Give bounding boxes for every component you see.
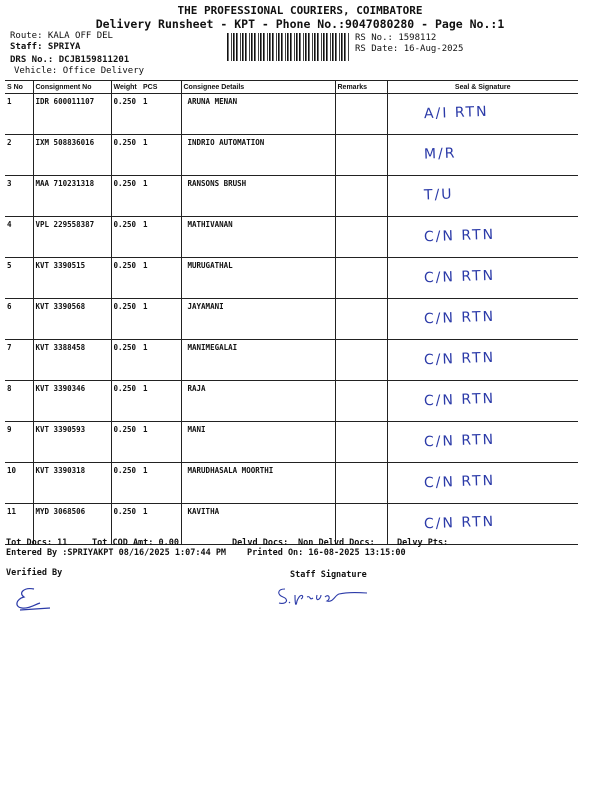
handwritten-status: C/N RTN xyxy=(423,226,495,246)
table-row xyxy=(5,340,578,381)
barcode-bar xyxy=(344,33,346,61)
row-pcs: 1 xyxy=(141,340,181,381)
col-signature: Seal & Signature xyxy=(387,81,578,94)
total-cod-amount: Tot COD Amt: 0.00 xyxy=(92,538,179,548)
row-weight: 0.250 xyxy=(111,340,141,381)
row-consignee: MATHIVANAN xyxy=(181,217,335,258)
row-consignee: RANSONS BRUSH xyxy=(181,176,335,217)
barcode-bar xyxy=(263,33,265,61)
row-weight: 0.250 xyxy=(111,422,141,463)
runsheet-table xyxy=(5,80,578,545)
row-remarks xyxy=(335,381,387,422)
row-pcs: 1 xyxy=(141,422,181,463)
row-remarks xyxy=(335,258,387,299)
row-signature xyxy=(387,258,578,299)
table-row xyxy=(5,422,578,463)
row-consignment: MYD 3068506 xyxy=(33,504,111,545)
drs-number: DRS No.: DCJB159811201 xyxy=(10,55,130,65)
row-consignee: INDRIO AUTOMATION xyxy=(181,135,335,176)
row-sno: 5 xyxy=(5,258,33,299)
total-docs: Tot Docs: 11 xyxy=(6,538,68,548)
rs-number: RS No.: 1598112 xyxy=(355,33,437,43)
barcode-bar xyxy=(303,33,304,61)
barcode-bar xyxy=(258,33,259,61)
row-consignee: MANI xyxy=(181,422,335,463)
row-consignment: KVT 3390593 xyxy=(33,422,111,463)
col-sno: S No xyxy=(5,81,33,94)
runsheet-subtitle: Delivery Runsheet - KPT - Phone No.:9047080280 - Page No.:1 xyxy=(95,17,505,31)
non-delivered-docs: Non Delvd Docs: xyxy=(298,538,375,548)
row-sno: 10 xyxy=(5,463,33,504)
table-row xyxy=(5,258,578,299)
row-consignee: KAVITHA xyxy=(181,504,335,545)
barcode-bar xyxy=(348,33,349,61)
barcode-bar xyxy=(227,33,229,61)
entered-by: Entered By :SPRIYAKPT 08/16/2025 1:07:44 PM xyxy=(6,548,227,558)
table-header-row xyxy=(5,81,578,94)
row-remarks xyxy=(335,217,387,258)
table-row xyxy=(5,217,578,258)
col-consignment: Consignment No xyxy=(33,81,111,94)
barcode-bar xyxy=(339,33,340,61)
col-consignee: Consignee Details xyxy=(181,81,335,94)
row-signature xyxy=(387,135,578,176)
row-pcs: 1 xyxy=(141,463,181,504)
row-sno: 1 xyxy=(5,94,33,135)
barcode-bar xyxy=(317,33,319,61)
barcode-bar xyxy=(240,33,241,61)
row-signature xyxy=(387,463,578,504)
barcode-bar xyxy=(308,33,310,61)
row-signature xyxy=(387,217,578,258)
row-pcs: 1 xyxy=(141,504,181,545)
company-title: THE PROFESSIONAL COURIERS, COIMBATORE xyxy=(177,4,423,17)
handwritten-status: A/I RTN xyxy=(423,103,489,123)
col-remarks: Remarks xyxy=(335,81,387,94)
barcode-bar xyxy=(278,33,280,61)
handwritten-status: C/N RTN xyxy=(423,513,495,533)
row-consignee: MANIMEGALAI xyxy=(181,340,335,381)
handwritten-status: C/N RTN xyxy=(423,308,495,328)
barcode-bar xyxy=(236,33,238,61)
barcode-bar xyxy=(254,33,256,61)
handwritten-status: C/N RTN xyxy=(423,349,495,369)
row-consignment: KVT 3390568 xyxy=(33,299,111,340)
staff-signature-label: Staff Signature xyxy=(290,570,367,580)
barcode-bar xyxy=(281,33,283,61)
handwritten-status: M/R xyxy=(423,145,457,163)
row-pcs: 1 xyxy=(141,217,181,258)
barcode-bar xyxy=(269,33,271,61)
row-pcs: 1 xyxy=(141,135,181,176)
row-weight: 0.250 xyxy=(111,381,141,422)
col-weight: Weight xyxy=(111,81,141,94)
vehicle-label: Vehicle: Office Delivery xyxy=(14,66,145,76)
row-remarks xyxy=(335,422,387,463)
delivered-docs: Delvd Docs: xyxy=(232,538,289,548)
row-consignee: MURUGATHAL xyxy=(181,258,335,299)
handwritten-status: C/N RTN xyxy=(423,472,495,492)
row-remarks xyxy=(335,94,387,135)
row-weight: 0.250 xyxy=(111,217,141,258)
table-row xyxy=(5,381,578,422)
barcode-bar xyxy=(290,33,292,61)
row-weight: 0.250 xyxy=(111,176,141,217)
barcode-bar xyxy=(330,33,331,61)
row-remarks xyxy=(335,299,387,340)
row-sno: 7 xyxy=(5,340,33,381)
row-signature xyxy=(387,94,578,135)
handwritten-status: T/U xyxy=(423,186,454,204)
row-consignee: MARUDHASALA MOORTHI xyxy=(181,463,335,504)
verifier-signature-image xyxy=(12,585,52,613)
col-pcs: PCS xyxy=(141,81,181,94)
barcode-bar xyxy=(326,33,328,61)
row-weight: 0.250 xyxy=(111,299,141,340)
handwritten-status: C/N RTN xyxy=(423,390,495,410)
row-consignee: ARUNA MENAN xyxy=(181,94,335,135)
row-sno: 3 xyxy=(5,176,33,217)
table-row xyxy=(5,176,578,217)
row-sno: 11 xyxy=(5,504,33,545)
table-row xyxy=(5,135,578,176)
row-consignment: VPL 229558387 xyxy=(33,217,111,258)
route-label: Route: KALA OFF DEL xyxy=(10,31,113,41)
row-sno: 6 xyxy=(5,299,33,340)
barcode-bar xyxy=(276,33,277,61)
verified-by-label: Verified By xyxy=(6,568,63,578)
barcode-bar xyxy=(299,33,301,61)
row-consignment: IXM 508836016 xyxy=(33,135,111,176)
row-remarks xyxy=(335,463,387,504)
barcode-bar xyxy=(267,33,268,61)
barcode-bar xyxy=(245,33,247,61)
barcode-bar xyxy=(314,33,316,61)
row-weight: 0.250 xyxy=(111,258,141,299)
row-signature xyxy=(387,422,578,463)
barcode-bar xyxy=(233,33,235,61)
row-consignment: IDR 600011107 xyxy=(33,94,111,135)
row-pcs: 1 xyxy=(141,258,181,299)
row-weight: 0.250 xyxy=(111,94,141,135)
table-row xyxy=(5,504,578,545)
row-sno: 4 xyxy=(5,217,33,258)
row-pcs: 1 xyxy=(141,94,181,135)
printed-on: Printed On: 16-08-2025 13:15:00 xyxy=(247,548,406,558)
row-signature xyxy=(387,340,578,381)
row-weight: 0.250 xyxy=(111,463,141,504)
row-consignment: MAA 710231318 xyxy=(33,176,111,217)
barcode-bar xyxy=(272,33,274,61)
barcode-bar xyxy=(321,33,322,61)
table-row xyxy=(5,299,578,340)
row-signature xyxy=(387,381,578,422)
row-consignee: RAJA xyxy=(181,381,335,422)
barcode-bar xyxy=(296,33,298,61)
row-consignment: KVT 3390346 xyxy=(33,381,111,422)
barcode-bar xyxy=(335,33,337,61)
row-pcs: 1 xyxy=(141,176,181,217)
row-pcs: 1 xyxy=(141,299,181,340)
table-row xyxy=(5,463,578,504)
delivery-points: Delvy Pts: xyxy=(397,538,449,548)
table-row xyxy=(5,94,578,135)
staff-signature-image xyxy=(275,583,370,611)
row-signature xyxy=(387,299,578,340)
barcode-bar xyxy=(251,33,253,61)
barcode-bar xyxy=(285,33,286,61)
row-sno: 9 xyxy=(5,422,33,463)
barcode-bar xyxy=(341,33,343,61)
staff-label: Staff: SPRIYA xyxy=(10,42,81,52)
row-pcs: 1 xyxy=(141,381,181,422)
row-signature xyxy=(387,176,578,217)
row-consignment: KVT 3390318 xyxy=(33,463,111,504)
row-remarks xyxy=(335,176,387,217)
barcode-bar xyxy=(231,33,232,61)
row-consignment: KVT 3388458 xyxy=(33,340,111,381)
handwritten-status: C/N RTN xyxy=(423,431,495,451)
barcode-bar xyxy=(332,33,334,61)
barcode-bar xyxy=(323,33,325,61)
row-remarks xyxy=(335,340,387,381)
row-consignee: JAYAMANI xyxy=(181,299,335,340)
barcode-bar xyxy=(287,33,289,61)
barcode-bar xyxy=(305,33,307,61)
handwritten-status: C/N RTN xyxy=(423,267,495,287)
row-sno: 2 xyxy=(5,135,33,176)
barcode-bar xyxy=(312,33,313,61)
row-remarks xyxy=(335,135,387,176)
row-consignment: KVT 3390515 xyxy=(33,258,111,299)
barcode-bar xyxy=(242,33,244,61)
barcode-bar xyxy=(249,33,250,61)
rs-date: RS Date: 16-Aug-2025 xyxy=(355,44,464,54)
row-weight: 0.250 xyxy=(111,504,141,545)
row-sno: 8 xyxy=(5,381,33,422)
barcode-bar xyxy=(294,33,295,61)
barcode-bar xyxy=(260,33,262,61)
row-weight: 0.250 xyxy=(111,135,141,176)
barcode xyxy=(226,33,352,61)
